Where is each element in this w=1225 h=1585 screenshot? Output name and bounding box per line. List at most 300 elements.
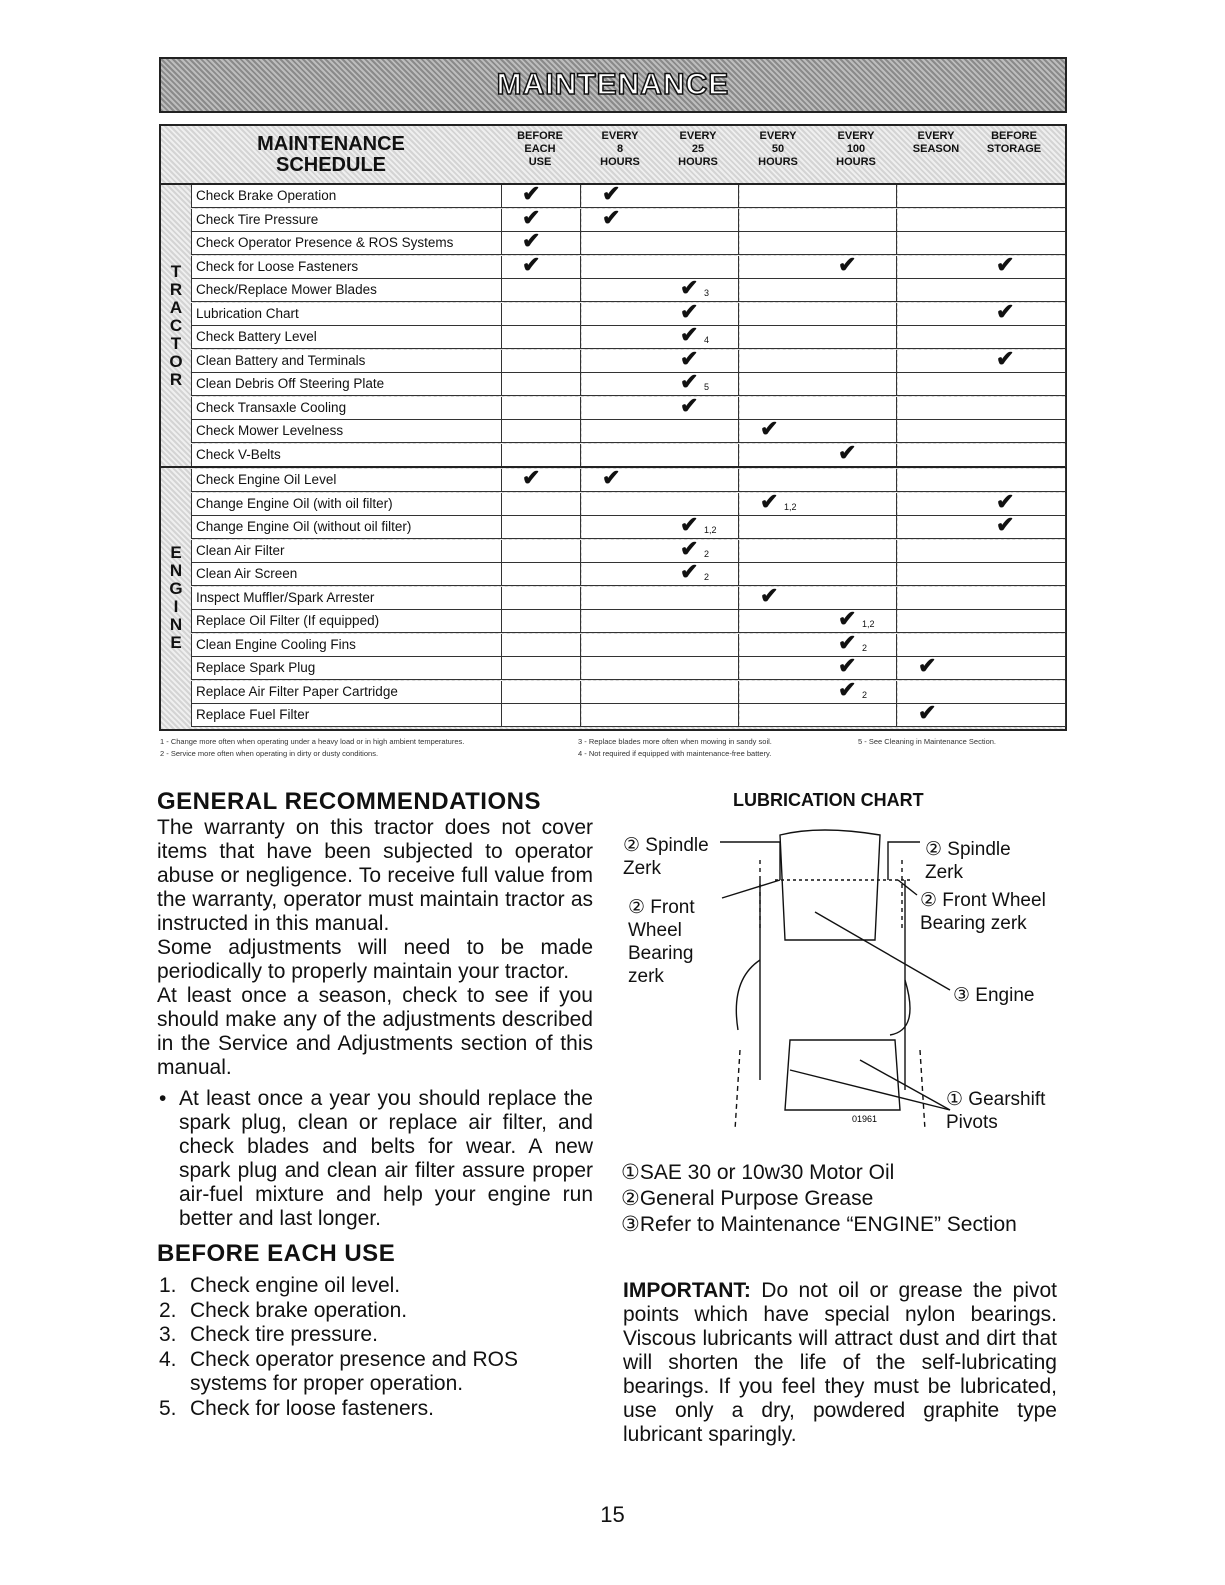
task-label: Check Transaxle Cooling (192, 397, 502, 419)
schedule-cell (582, 634, 661, 656)
schedule-cell (818, 606, 897, 632)
schedule-cell (660, 704, 739, 726)
schedule-cell (898, 185, 977, 207)
general-para-2: Some adjustments will need to be made periodically to properly maintain your tractor. (157, 936, 593, 983)
schedule-cell (502, 657, 581, 679)
footnote-ref: 5 (704, 382, 710, 392)
check-mark: ✔ (996, 488, 1015, 514)
schedule-cell (818, 493, 897, 515)
schedule-cell (976, 563, 1066, 585)
table-row (191, 298, 1066, 326)
schedule-cell (898, 587, 977, 609)
schedule-cell (660, 587, 739, 609)
column-header: BEFORE EACH USE (517, 130, 563, 168)
schedule-cell (660, 232, 739, 254)
task-label: Replace Air Filter Paper Cartridge (192, 681, 502, 703)
schedule-cell (582, 516, 661, 538)
schedule-cell (660, 681, 739, 703)
task-label: Check Engine Oil Level (192, 469, 502, 491)
schedule-cell (660, 275, 739, 301)
schedule-cell (502, 493, 581, 515)
task-label: Replace Spark Plug (192, 657, 502, 679)
task-label: Check Brake Operation (192, 185, 502, 207)
schedule-cell (660, 634, 739, 656)
bullet-dot: • (159, 1087, 167, 1110)
schedule-cell (582, 350, 661, 372)
label-spindle-left: ② Spindle Zerk (623, 835, 709, 879)
schedule-cell (898, 279, 977, 301)
schedule-cell (740, 516, 819, 538)
table-row (191, 439, 1066, 467)
check-mark: ✔ (996, 512, 1015, 537)
schedule-cell (582, 704, 661, 726)
schedule-cell (818, 540, 897, 562)
schedule-cell (898, 516, 977, 538)
schedule-cell (898, 563, 977, 585)
schedule-cell (582, 232, 661, 254)
schedule-cell (740, 540, 819, 562)
task-label: Clean Battery and Terminals (192, 350, 502, 372)
table-row (191, 345, 1066, 373)
column-header: EVERY 8 HOURS (600, 130, 640, 168)
schedule-title-line2: SCHEDULE (275, 154, 386, 176)
schedule-cell (502, 563, 581, 585)
before-each-use-heading: BEFORE EACH USE (157, 1240, 396, 1267)
schedule-cell (976, 634, 1066, 656)
check-mark: ✔ (838, 251, 857, 277)
schedule-cell (898, 681, 977, 703)
tractor-section-label: T R A C T O R (169, 262, 183, 389)
schedule-cell (502, 204, 581, 231)
schedule-cell (818, 279, 897, 301)
bullet-text: At least once a year you should replace the spark plug, clean or replace air filter, and check blades and belts for wear. A new spark plug and clean air filter assure proper air-fuel mixture and help your engine run better and last longer. (179, 1087, 593, 1230)
label-front-wheel-right: ② Front Wheel Bearing zerk (920, 890, 1046, 934)
schedule-cell (660, 392, 739, 419)
schedule-cell (898, 232, 977, 254)
schedule-title-line1: MAINTENANCE (257, 133, 405, 155)
schedule-cell (582, 420, 661, 442)
schedule-cell (502, 681, 581, 703)
task-label: Clean Air Screen (192, 563, 502, 585)
schedule-cell (740, 634, 819, 656)
label-spindle-right: ② Spindle Zerk (925, 839, 1011, 883)
schedule-cell (976, 209, 1066, 231)
table-row (191, 204, 1066, 232)
check-mark: ✔ (680, 275, 699, 300)
schedule-cell (976, 373, 1066, 395)
table-row (191, 700, 1066, 727)
schedule-cell (660, 256, 739, 278)
schedule-cell (582, 279, 661, 301)
schedule-cell (898, 444, 977, 466)
check-mark: ✔ (996, 345, 1015, 371)
schedule-cell (976, 469, 1066, 491)
check-mark: ✔ (602, 204, 621, 230)
task-label: Check Tire Pressure (192, 209, 502, 231)
schedule-cell (582, 204, 661, 231)
schedule-cell (898, 469, 977, 491)
schedule-cell (898, 397, 977, 419)
check-mark: ✔ (602, 181, 621, 206)
schedule-cell (818, 653, 897, 679)
label-gearshift: ① Gearshift Pivots (946, 1089, 1046, 1133)
general-heading: GENERAL RECOMMENDATIONS (157, 788, 541, 815)
task-label: Check Battery Level (192, 326, 502, 348)
schedule-cell (582, 540, 661, 562)
check-mark: ✔ (838, 653, 857, 678)
schedule-cell (818, 232, 897, 254)
schedule-cell (660, 657, 739, 679)
schedule-cell (818, 420, 897, 442)
check-mark: ✔ (680, 369, 699, 394)
check-mark: ✔ (522, 465, 541, 490)
schedule-cell (502, 303, 581, 325)
schedule-cell (502, 181, 581, 207)
general-recommendations (157, 788, 593, 1080)
footnote-ref: 2 (862, 689, 868, 700)
schedule-cell (660, 420, 739, 442)
schedule-cell (976, 232, 1066, 254)
schedule-cell (740, 303, 819, 325)
item-text: Check for loose fasteners. (190, 1396, 434, 1420)
schedule-cell (502, 326, 581, 348)
schedule-cell (740, 373, 819, 395)
schedule-cell (976, 488, 1066, 515)
schedule-cell (740, 488, 819, 515)
column-header: EVERY 50 HOURS (758, 130, 798, 168)
table-row (191, 275, 1066, 302)
page-banner (159, 57, 1067, 113)
list-item (157, 1299, 593, 1324)
leader-gearshift-a (790, 1070, 950, 1110)
table-row (191, 512, 1066, 539)
check-mark: ✔ (680, 535, 699, 561)
rear-fender-right (890, 980, 910, 1035)
list-item (157, 1348, 593, 1397)
schedule-cell (818, 397, 897, 419)
check-mark: ✔ (680, 392, 699, 418)
table-row (191, 251, 1066, 279)
footnote-2: 2 - Service more often when operating in dirty or dusty conditions. (160, 749, 379, 758)
item-number: 1. (159, 1274, 177, 1297)
schedule-cell (660, 185, 739, 207)
schedule-cell (660, 610, 739, 632)
seat (785, 1040, 900, 1110)
table-row (191, 465, 1066, 492)
leader-front-right (898, 880, 917, 895)
footnotes-col2 (578, 736, 772, 760)
schedule-cell (740, 279, 819, 301)
column-header: EVERY 25 HOURS (678, 130, 718, 168)
legend-oil: ①SAE 30 or 10w30 Motor Oil (621, 1161, 895, 1184)
schedule-cell (502, 610, 581, 632)
check-mark: ✔ (996, 251, 1015, 277)
schedule-cell (740, 704, 819, 726)
column-header: BEFORE STORAGE (986, 130, 1042, 155)
table-row (191, 392, 1066, 420)
schedule-cell (502, 350, 581, 372)
schedule-cell (582, 493, 661, 515)
table-row (191, 582, 1066, 610)
schedule-cell (582, 303, 661, 325)
lubricant-legend (621, 1160, 1017, 1238)
schedule-cell (976, 681, 1066, 703)
task-label: Change Engine Oil (without oil filter) (192, 516, 502, 538)
leader-front-left (722, 880, 780, 898)
schedule-cell (976, 345, 1066, 372)
important-lead: IMPORTANT: (623, 1279, 751, 1302)
task-label: Check for Loose Fasteners (192, 256, 502, 278)
schedule-cell (502, 704, 581, 726)
footnotes-col3 (858, 736, 996, 748)
schedule-cell (898, 540, 977, 562)
schedule-cell (898, 420, 977, 442)
schedule-cell (818, 676, 897, 703)
schedule-cell (818, 209, 897, 231)
label-front-wheel-left: ② Front Wheel Bearing zerk (628, 897, 695, 987)
item-number: 3. (159, 1323, 177, 1346)
schedule-cell (660, 469, 739, 491)
label-engine: ③ Engine (953, 985, 1035, 1006)
schedule-cell (502, 228, 581, 254)
general-para-1: The warranty on this tractor does not cover items that have been subjected to operator abuse or negligence. To receive full value from the warranty, operator must maintain tractor as instructed in this manual. (157, 816, 593, 935)
footnote-3: 3 - Replace blades more often when mowing in sandy soil. (578, 737, 772, 746)
schedule-cell (502, 634, 581, 656)
list-item (157, 1397, 593, 1422)
check-mark: ✔ (918, 700, 937, 725)
list-item (157, 1323, 593, 1348)
schedule-cell (582, 681, 661, 703)
schedule-cell (660, 444, 739, 466)
schedule-cell (898, 700, 977, 726)
list-item (157, 1274, 593, 1299)
check-mark: ✔ (522, 181, 541, 206)
footnote-4: 4 - Not required if equipped with maintenance-free battery. (578, 749, 772, 758)
footnote-ref: 2 (704, 572, 710, 582)
schedule-cell (502, 465, 581, 491)
task-label: Inspect Muffler/Spark Arrester (192, 587, 502, 609)
schedule-cell (818, 326, 897, 348)
schedule-cell (660, 345, 739, 372)
schedule-cell (976, 444, 1066, 466)
check-mark: ✔ (996, 298, 1015, 324)
schedule-cell (976, 279, 1066, 301)
schedule-cell (740, 444, 819, 466)
schedule-cell (818, 350, 897, 372)
check-mark: ✔ (680, 512, 699, 537)
check-mark: ✔ (522, 228, 541, 253)
table-row (191, 559, 1066, 586)
footnote-ref: 3 (704, 288, 710, 298)
leader-spindle-right (888, 842, 920, 880)
schedule-cell (898, 326, 977, 348)
check-mark: ✔ (838, 629, 857, 655)
task-label: Check Mower Levelness (192, 420, 502, 442)
schedule-cell (898, 303, 977, 325)
check-mark: ✔ (838, 439, 857, 465)
footnote-ref: 1,2 (862, 619, 875, 629)
schedule-cell (740, 469, 819, 491)
item-text: Check brake operation. (190, 1298, 408, 1322)
check-mark: ✔ (680, 322, 699, 347)
footnote-ref: 1,2 (784, 501, 797, 512)
schedule-cell (898, 634, 977, 656)
schedule-cell (660, 512, 739, 538)
legend-grease: ②General Purpose Grease (621, 1187, 874, 1210)
table-row (191, 606, 1066, 633)
schedule-cell (660, 493, 739, 515)
maintenance-schedule-table (159, 124, 1067, 731)
before-each-use (157, 1240, 593, 1421)
schedule-cell (502, 373, 581, 395)
task-label: Replace Fuel Filter (192, 704, 502, 726)
task-label: Clean Engine Cooling Fins (192, 634, 502, 656)
task-label: Replace Oil Filter (If equipped) (192, 610, 502, 632)
schedule-cell (976, 420, 1066, 442)
schedule-cell (976, 540, 1066, 562)
schedule-cell (740, 610, 819, 632)
schedule-cell (818, 587, 897, 609)
table-row (191, 653, 1066, 680)
schedule-cell (818, 629, 897, 656)
schedule-cell (582, 326, 661, 348)
rear-wheel-left (736, 960, 760, 1030)
schedule-cell (582, 397, 661, 419)
schedule-cell (502, 251, 581, 278)
check-mark: ✔ (680, 298, 699, 324)
footnote-ref: 1,2 (704, 525, 717, 535)
footnote-ref: 2 (704, 548, 710, 559)
item-text: Check tire pressure. (190, 1323, 378, 1346)
item-number: 2. (159, 1298, 177, 1322)
task-label: Check V-Belts (192, 444, 502, 466)
task-label: Check/Replace Mower Blades (192, 279, 502, 301)
check-mark: ✔ (760, 488, 779, 514)
check-mark: ✔ (760, 582, 779, 608)
banner-title: MAINTENANCE (496, 68, 730, 101)
schedule-cell (740, 416, 819, 442)
schedule-cell (818, 185, 897, 207)
schedule-cell (660, 209, 739, 231)
schedule-cell (582, 256, 661, 278)
schedule-cell (976, 397, 1066, 419)
important-text: Do not oil or grease the pivot points which have special nylon bearings. Viscous lubricants will attract dust and dirt that will shorten the life of the self-lubricating bearings. If you feel they must be lubricated, use only a dry, powdered graphite type lubricant sparingly. (623, 1279, 1057, 1446)
schedule-cell (976, 512, 1066, 538)
schedule-cell (502, 540, 581, 562)
before-each-use-list (157, 1274, 593, 1421)
schedule-cell (502, 397, 581, 419)
table-row (191, 181, 1066, 208)
schedule-cell (740, 350, 819, 372)
item-text: Check engine oil level. (190, 1274, 401, 1297)
check-mark: ✔ (680, 559, 699, 584)
schedule-cell (740, 563, 819, 585)
column-header: EVERY SEASON (912, 130, 960, 155)
footnote-ref: 4 (704, 335, 710, 345)
footnote-ref: 2 (862, 642, 868, 653)
schedule-cell (976, 587, 1066, 609)
schedule-cell (660, 535, 739, 562)
footnote-1: 1 - Change more often when operating under a heavy load or in high ambient temperatures. (160, 737, 465, 746)
schedule-cell (740, 232, 819, 254)
schedule-cell (502, 420, 581, 442)
item-text: Check operator presence and ROS systems for proper operation. (190, 1347, 519, 1395)
schedule-cell (740, 326, 819, 348)
schedule-cell (898, 350, 977, 372)
table-row (191, 228, 1066, 255)
schedule-cell (582, 444, 661, 466)
schedule-cell (976, 251, 1066, 278)
schedule-cell (818, 303, 897, 325)
check-mark: ✔ (760, 416, 779, 441)
part-number: 01961 (852, 1114, 878, 1124)
schedule-cell (818, 516, 897, 538)
legend-engine: ③Refer to Maintenance “ENGINE” Section (621, 1213, 1017, 1236)
table-row (191, 416, 1066, 443)
check-mark: ✔ (838, 676, 857, 702)
schedule-cell (582, 181, 661, 207)
schedule-cell (582, 610, 661, 632)
schedule-cell (660, 322, 739, 348)
schedule-cell (740, 256, 819, 278)
general-para-3: At least once a season, check to see if you should make any of the adjustments described in the Service and Adjustments section of this manual. (157, 984, 593, 1079)
task-label: Clean Debris Off Steering Plate (192, 373, 502, 395)
schedule-cell (818, 563, 897, 585)
table-row (191, 369, 1066, 396)
important-note (623, 1279, 1057, 1447)
task-label: Change Engine Oil (with oil filter) (192, 493, 502, 515)
table-row (191, 488, 1066, 516)
schedule-cell (740, 657, 819, 679)
schedule-cell (818, 469, 897, 491)
schedule-cell (898, 653, 977, 679)
schedule-cell (976, 185, 1066, 207)
engine-section-label: E N G I N E (169, 543, 183, 653)
schedule-cell (976, 298, 1066, 325)
schedule-cell (898, 256, 977, 278)
schedule-cell (976, 657, 1066, 679)
table-row (191, 322, 1066, 349)
check-mark: ✔ (522, 251, 541, 277)
schedule-cell (818, 373, 897, 395)
check-mark: ✔ (602, 465, 621, 490)
item-number: 5. (159, 1396, 177, 1420)
schedule-cell (582, 657, 661, 679)
schedule-cell (818, 251, 897, 278)
schedule-cell (582, 373, 661, 395)
schedule-cell (740, 582, 819, 609)
schedule-cell (740, 209, 819, 231)
schedule-cell (740, 185, 819, 207)
schedule-cell (502, 279, 581, 301)
page-number: 15 (600, 1502, 625, 1527)
schedule-cell (898, 373, 977, 395)
schedule-cell (740, 397, 819, 419)
lubrication-chart-title: LUBRICATION CHART (733, 790, 924, 810)
check-mark: ✔ (522, 204, 541, 230)
schedule-cell (660, 369, 739, 395)
column-header: EVERY 100 HOURS (836, 130, 876, 168)
schedule-cell (740, 681, 819, 703)
schedule-cell (818, 704, 897, 726)
schedule-cell (582, 587, 661, 609)
schedule-cell (818, 439, 897, 466)
schedule-cell (660, 298, 739, 325)
schedule-cell (502, 444, 581, 466)
task-label: Clean Air Filter (192, 540, 502, 562)
schedule-cell (582, 465, 661, 491)
schedule-cell (976, 704, 1066, 726)
